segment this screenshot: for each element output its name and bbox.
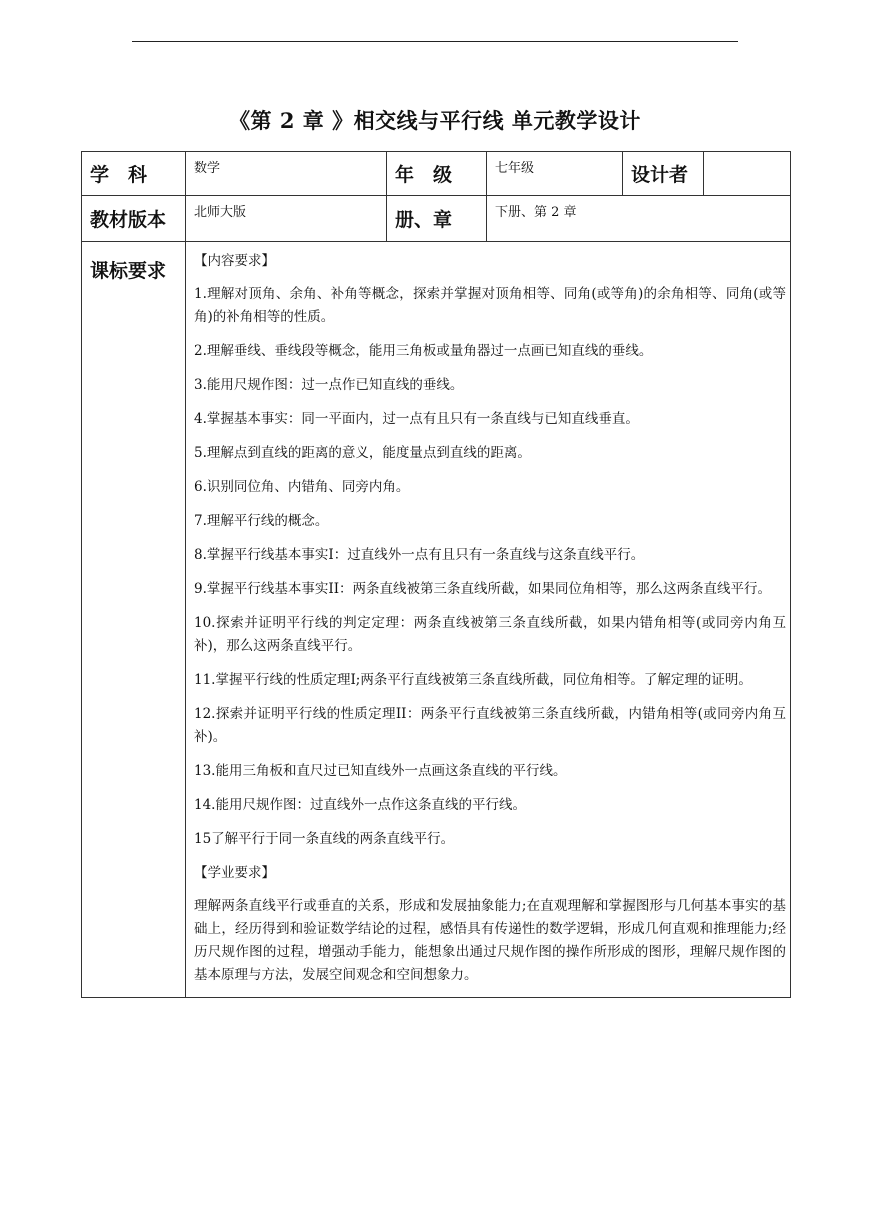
academic-requirements-heading: 【学业要求】 [194,865,275,881]
curriculum-content [186,242,791,998]
volume-label: 册、章 [387,196,487,242]
info-row-subject [82,152,791,196]
content-item-13: 13.能用三角板和直尺过已知直线外一点画这条直线的平行线。 [194,763,567,779]
content-item-2: 2.理解垂线、垂线段等概念，能用三角板或量角器过一点画已知直线的垂线。 [194,343,653,359]
content-item-15: 15了解平行于同一条直线的两条直线平行。 [194,831,455,847]
curriculum-label: 课标要求 [82,242,186,998]
content-requirements-heading: 【内容要求】 [194,253,275,269]
edition-label: 教材版本 [82,196,186,242]
content-item-8: 8.掌握平行线基本事实Ⅰ：过直线外一点有且只有一条直线与这条直线平行。 [194,547,645,563]
content-item-7: 7.理解平行线的概念。 [194,513,329,529]
content-item-5: 5.理解点到直线的距离的意义，能度量点到直线的距离。 [194,445,531,461]
content-item-1: 1.理解对顶角、余角、补角等概念，探索并掌握对顶角相等、同角(或等角)的余角相等、同角(或等角)的补角相等的性质。 [194,286,786,325]
content-item-14: 14.能用尺规作图：过直线外一点作这条直线的平行线。 [194,797,526,813]
unit-design-table [81,151,791,998]
header-rule [132,41,738,42]
content-item-10: 10.探索并证明平行线的判定定理：两条直线被第三条直线所截，如果内错角相等(或同旁内角互补)，那么这两条直线平行。 [194,615,786,654]
grade-value: 七年级 [487,152,623,196]
content-item-4: 4.掌握基本事实：同一平面内，过一点有且只有一条直线与已知直线垂直。 [194,411,639,427]
academic-requirements-text: 理解两条直线平行或垂直的关系，形成和发展抽象能力;在直观理解和掌握图形与几何基本事实的基础上，经历得到和验证数学结论的过程，感悟具有传递性的数学逻辑，形成几何直观和推理能力;经历尺规作图的过程，增强动手能力，能想象出通过尺规作图的操作所形成的图形，理解尺规作图的基本原理与方法，发展空间观念和空间想象力。 [194,898,786,983]
page-title: 《第 2 章 》相交线与平行线 单元教学设计 [229,108,641,133]
subject-label: 学 科 [82,152,186,196]
content-item-6: 6.识别同位角、内错角、同旁内角。 [194,479,410,495]
grade-label: 年 级 [387,152,487,196]
edition-value: 北师大版 [186,196,387,242]
volume-value: 下册、第 2 章 [487,196,791,242]
content-item-9: 9.掌握平行线基本事实II：两条直线被第三条直线所截，如果同位角相等，那么这两条直线平行。 [194,581,772,597]
info-row-edition [82,196,791,242]
curriculum-row [82,242,791,998]
designer-label: 设计者 [623,152,704,196]
designer-value [704,152,791,196]
content-item-11: 11.掌握平行线的性质定理Ⅰ;两条平行直线被第三条直线所截，同位角相等。了解定理的证明。 [194,672,752,688]
content-item-3: 3.能用尺规作图：过一点作已知直线的垂线。 [194,377,464,393]
subject-value: 数学 [186,152,387,196]
content-item-12: 12.探索并证明平行线的性质定理II：两条平行直线被第三条直线所截，内错角相等(或同旁内角互补)。 [194,706,786,745]
